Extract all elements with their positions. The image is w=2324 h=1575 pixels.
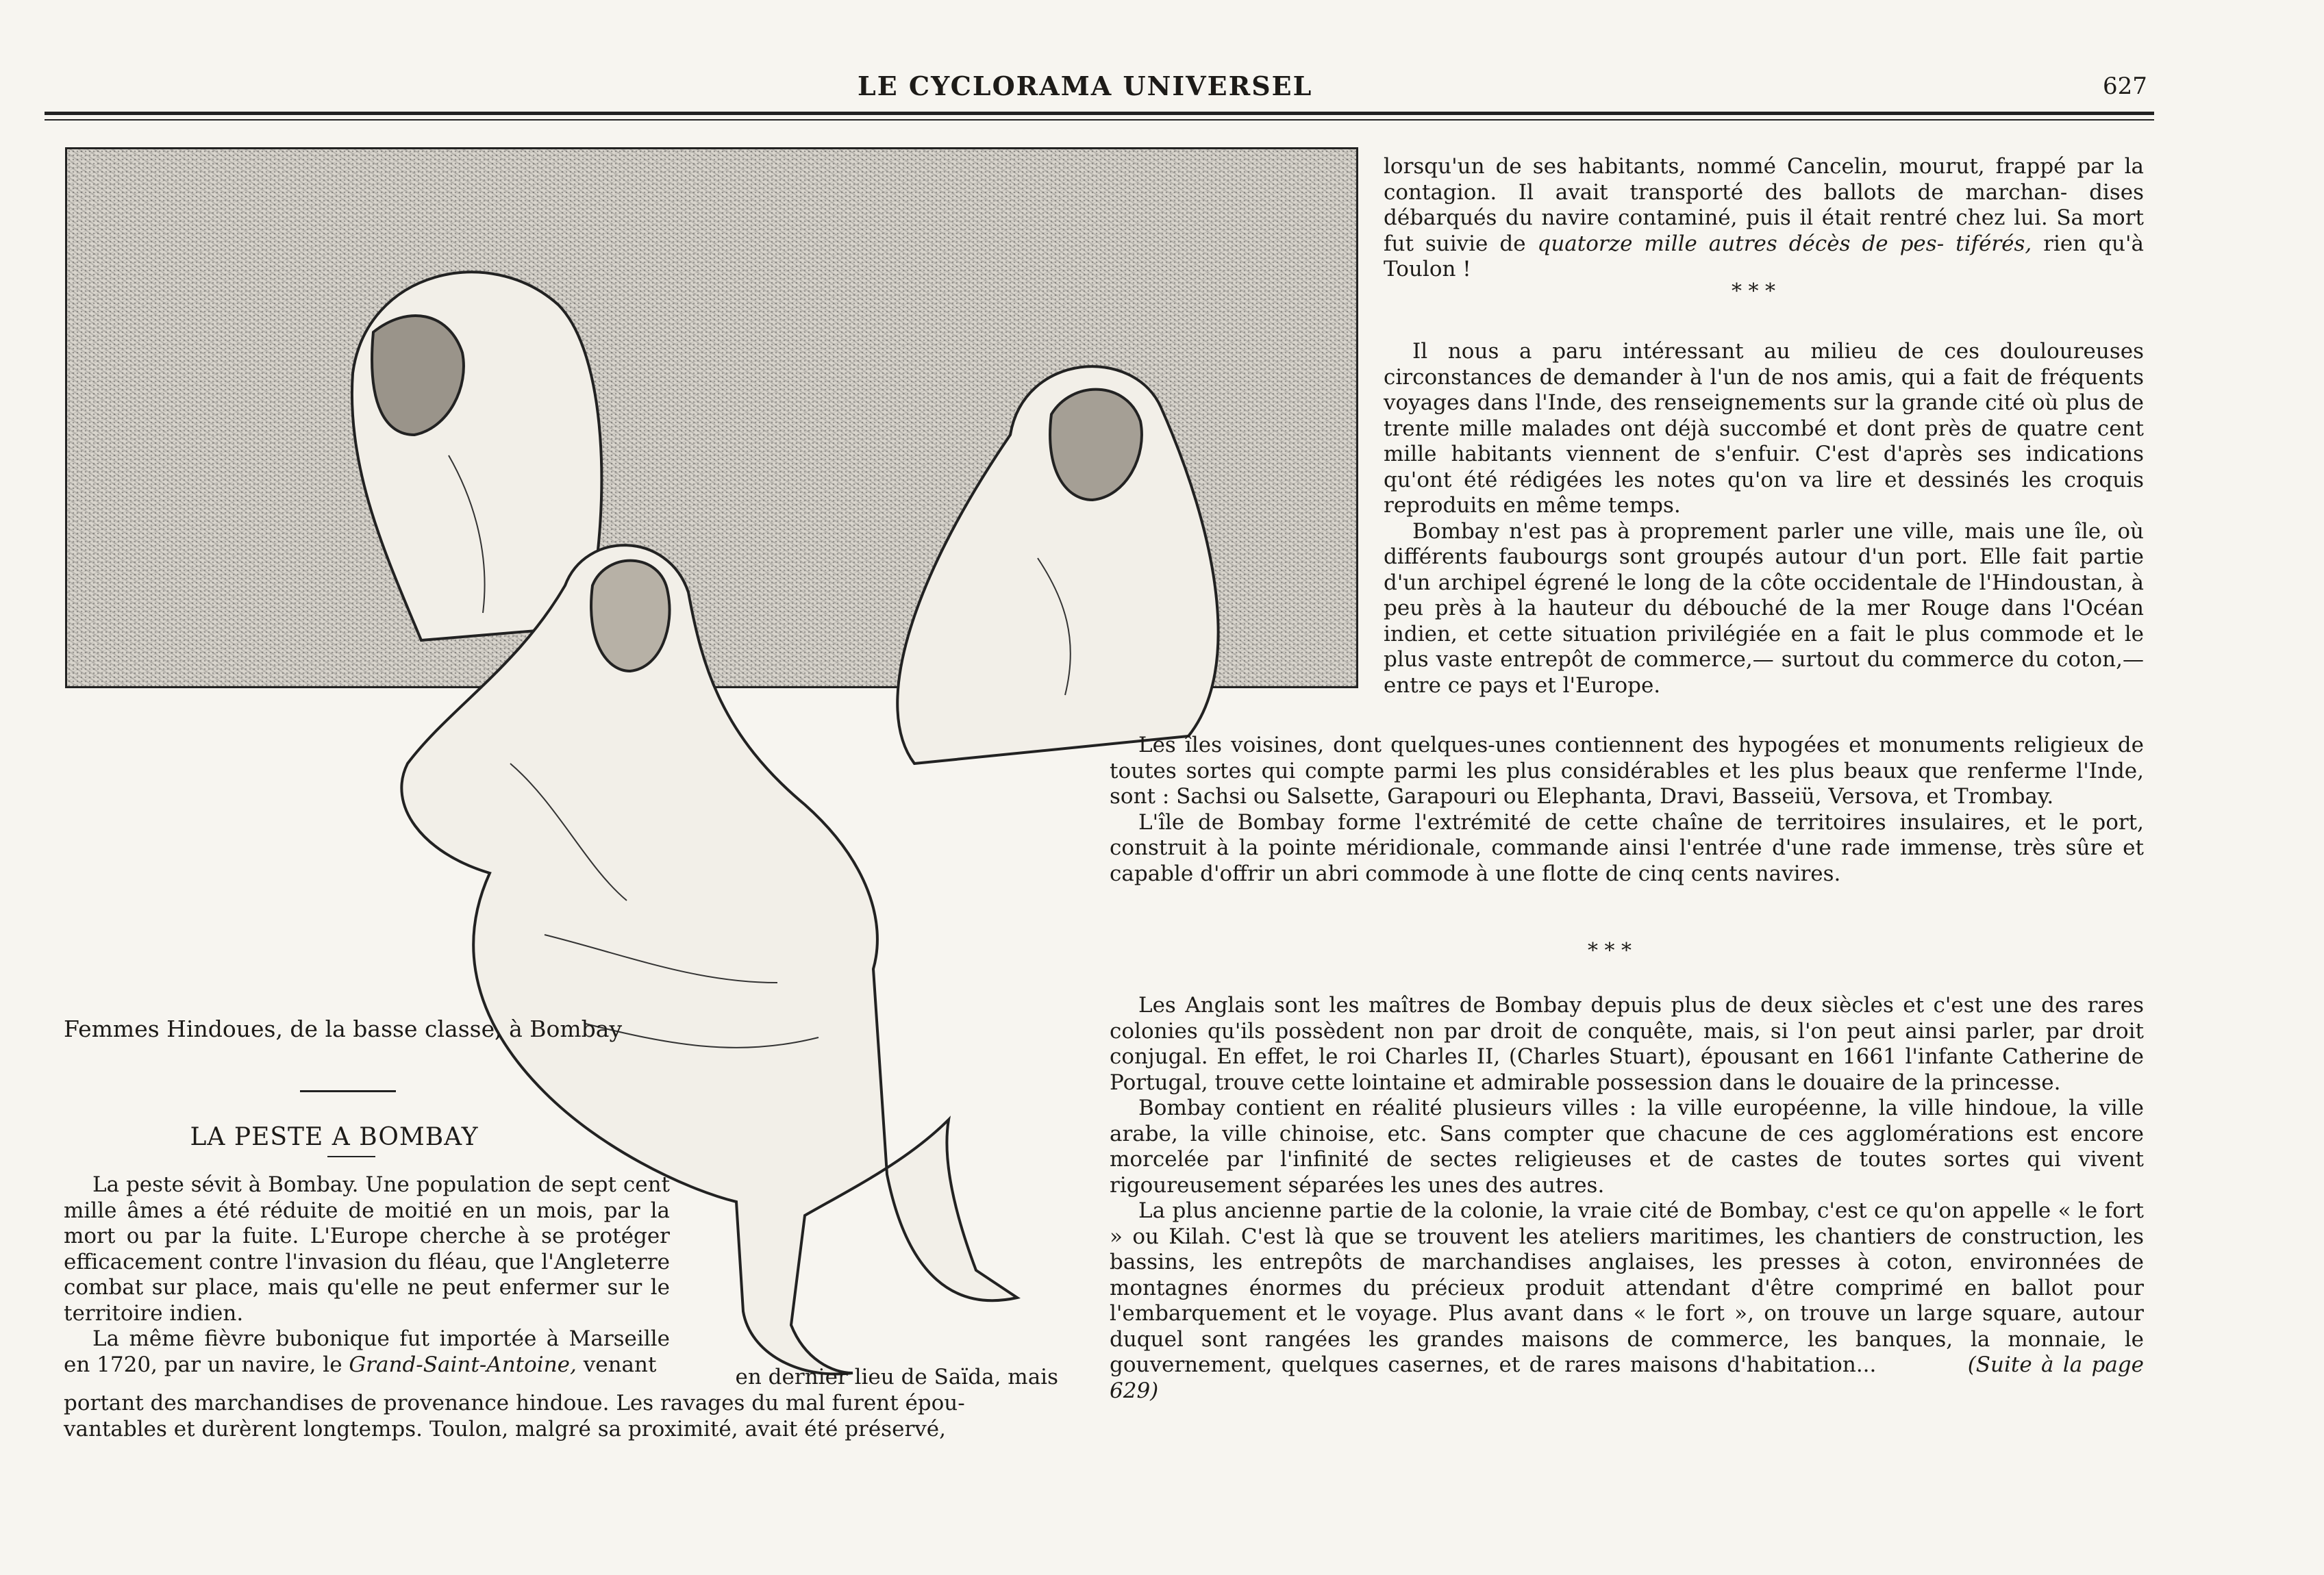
paragraph: lorsqu'un de ses habitants, nommé Cancelin, mourut, frappé par la contagion. Il avait transporté des ballots de marchan- dises débarqués du navire contaminé, puis il était rentré chez lui. Sa mort fut suivie de quatorze mille autres décès de pes- tiférés, rien qu'à Toulon ! [1384, 154, 2145, 281]
heading-separator [327, 1156, 375, 1157]
page-number: 627 [2103, 73, 2147, 100]
wide-section-2 [1110, 993, 2144, 1404]
wide-line: vantables et durèrent longtemps. Toulon, malgré sa proximité, avait été préservé, [64, 1417, 946, 1441]
paragraph: Bombay contient en réalité plusieurs villes : la ville européenne, la ville hindoue, la ville arabe, la ville chinoise, etc. Sans compter que chacune de ces agglomérations est encore morcelée par l'infinité de sectes religieuses et de castes de toutes sortes qui vivent rigoureusement séparées les unes des autres. [1110, 1096, 2144, 1198]
continued-note: (Suite à la page 629) [1110, 1352, 2144, 1403]
header-rule [45, 112, 2154, 115]
caption-separator [300, 1090, 396, 1092]
illustration-caption: Femmes Hindoues, de la basse classe, à Bombay [64, 1016, 623, 1042]
paragraph: Les Anglais sont les maîtres de Bombay depuis plus de deux siècles et c'est une des rares colonies qu'ils possèdent non par droit de conquête, mais, si l'on peut ainsi parler, par droit conjugal. En effet, le roi Charles II, (Charles Stuart), épousant en 1661 l'infante Catherine de Portugal, trouve cette lointaine et admirable possession dans le douaire de la princesse. [1110, 993, 2144, 1095]
right-column-mid [1384, 339, 2144, 698]
paragraph: La même fièvre bubonique fut importée à Marseille en 1720, par un navire, le Grand-Saint-Antoine, venant [64, 1326, 670, 1377]
wide-line: en dernier lieu de Saïda, mais [735, 1365, 1058, 1389]
right-column-top [1384, 154, 2144, 283]
paragraph: La peste sévit à Bombay. Une population de sept cent mille âmes a été réduite de moitié en un mois, par la mort ou par la fuite. L'Europe cherche à se protéger efficacement contre l'invasion du fléau, que l'Angleterre combat sur place, mais qu'elle ne peut enfermer sur le territoire indien. [64, 1172, 671, 1326]
section-stars: * * * [1731, 279, 1776, 303]
paragraph: Il nous a paru intéressant au milieu de ces douloureuses circonstances de demander à l'un de nos amis, qui a fait de fréquents voyages dans l'Inde, des renseignements sur la grande cité où plus de trente mille malades ont déjà succombé et dont près de quatre cent mille habitants viennent de s'enfuir. C'est d'après ses indications qu'ont été rédigées les notes qu'on va lire et dessinés les croquis reproduits en même temps. [1384, 339, 2144, 518]
paragraph: La plus ancienne partie de la colonie, la vraie cité de Bombay, c'est ce qu'on appelle « le fort » ou Kilah. C'est là que se trouvent les ateliers maritimes, les chantiers de construction, les bassins, les entrepôts de marchandises anglaises, les presses à coton, environnées de montagnes énormes du précieux produit attendant d'être comprimé en ballot pour l'embarquement et le voyage. Plus avant dans « le fort », on trouve un large square, autour duquel sont rangées les grandes maisons de commerce, les banques, la monnaie, le gouvernement, quelques casernes, et de rares maisons d'habitation... (Suite à la page 629) [1110, 1198, 2144, 1403]
wide-section-1 [1110, 733, 2144, 887]
paragraph: Bombay n'est pas à proprement parler une ville, mais une île, où différents faubourgs sont groupés autour d'un port. Elle fait partie d'un archipel égrené le long de la côte occidentale de l'Hindoustan, à peu près à la hauteur du débouché de la mer Rouge dans l'Océan indien, et cette situation privilégiée en a fait le plus commode et le plus vaste entrepôt de commerce,— surtout du commerce du coton,— entre ce pays et l'Europe. [1384, 518, 2144, 698]
paragraph: L'île de Bombay forme l'extrémité de cette chaîne de territoires insulaires, et le port, construit à la pointe méridionale, commande ainsi l'entrée d'une rade immense, très sûre et capable d'offrir un abri commode à une flotte de cinq cents navires. [1110, 809, 2144, 886]
journal-title: LE CYCLORAMA UNIVERSEL [858, 71, 1313, 101]
ship-name: Grand-Saint-Antoine, [349, 1352, 577, 1377]
section-stars: * * * [1587, 939, 1632, 963]
article-heading: LA PESTE A BOMBAY [190, 1123, 479, 1151]
left-column [64, 1172, 670, 1378]
paragraph: Les îles voisines, dont quelques-unes contiennent des hypogées et monuments religieux de toutes sortes qui compte parmi les plus considérables et les plus beaux que renferme l'Inde, sont : Sachsi ou Salsette, Garapouri ou Elephanta, Dravi, Basseiü, Versova, et Trombay. [1110, 733, 2144, 809]
header-rule-thin [45, 119, 2154, 121]
wide-line: portant des marchandises de provenance hindoue. Les ravages du mal furent épou- [64, 1391, 965, 1415]
